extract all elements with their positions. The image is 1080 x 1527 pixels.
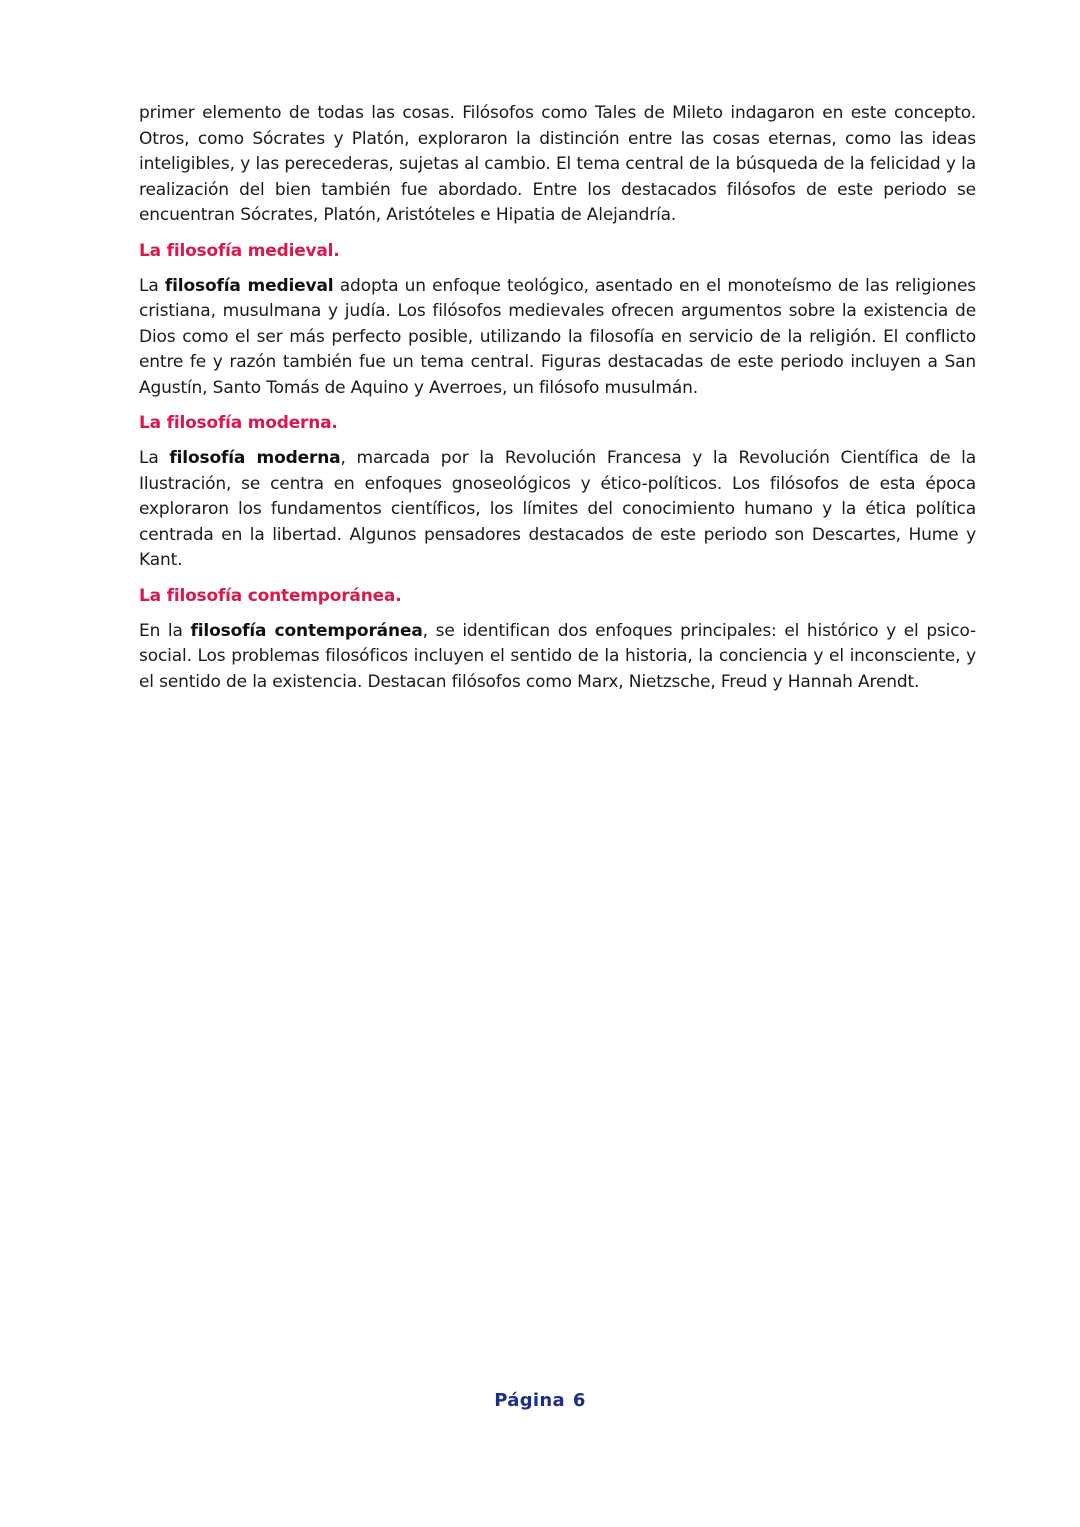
paragraph-contemporanea bbox=[139, 619, 976, 696]
heading-medieval: La filosofía medieval. bbox=[139, 240, 340, 261]
body-text: , marcada por la Revolución Francesa y la Revolución Científica de la Ilustración, se centra en enfoques gnoseológicos y ético-políticos. Los filósofos de esta época exploraron los fundamentos científicos, los límites del conocimiento humano y la ética política centrada en la libertad. Algunos pensadores destacados de este periodo son Descartes, Hume y Kant. bbox=[139, 448, 976, 570]
term-medieval: filosofía medieval bbox=[164, 275, 334, 296]
body-text: , se identifican dos enfoques principales: el histórico y el psico-social. Los problemas filosóficos incluyen el sentido de la historia, la conciencia y el inconsciente, y el sentido de la existencia. Destacan filósofos como Marx, Nietzsche, Freud y Hannah Arendt. bbox=[139, 620, 977, 692]
heading-moderna: La filosofía moderna. bbox=[139, 413, 338, 433]
intro-paragraph: primer elemento de todas las cosas. Filósofos como Tales de Mileto indagaron en este concepto. Otros, como Sócrates y Platón, exploraron la distinción entre las cosas eternas, como las ideas inteligibles, y las perecederas, sujetas al cambio. El tema central de la búsqueda de la felicidad y la realización del bien también fue abordado. Entre los destacados filósofos de este periodo se encuentran Sócrates, Platón, Aristóteles e Hipatia de Alejandría. bbox=[139, 103, 976, 225]
page-number: 6 bbox=[572, 1390, 586, 1411]
paragraph-moderna bbox=[139, 446, 976, 574]
page-content bbox=[139, 101, 976, 705]
body-text: adopta un enfoque teológico, asentado en el monoteísmo de las religiones cristiana, musulmana y judía. Los filósofos medievales ofrecen argumentos sobre la existencia de Dios como el ser más perfecto posible, utilizando la filosofía en servicio de la religión. El conflicto entre fe y razón también fue un tema central. Figuras destacadas de este periodo incluyen a San Agustín, Santo Tomás de Aquino y Averroes, un filósofo musulmán. bbox=[139, 275, 976, 398]
lead-text: La bbox=[139, 448, 159, 468]
lead-text: La bbox=[139, 275, 159, 296]
paragraph-medieval bbox=[139, 274, 976, 402]
term-moderna: filosofía moderna bbox=[169, 448, 341, 468]
lead-text: En la bbox=[139, 620, 183, 641]
heading-contemporanea: La filosofía contemporánea. bbox=[139, 585, 402, 606]
page-footer bbox=[0, 1390, 1080, 1411]
page-label: Página bbox=[494, 1390, 565, 1411]
term-contemporanea: filosofía contemporánea bbox=[190, 620, 423, 641]
